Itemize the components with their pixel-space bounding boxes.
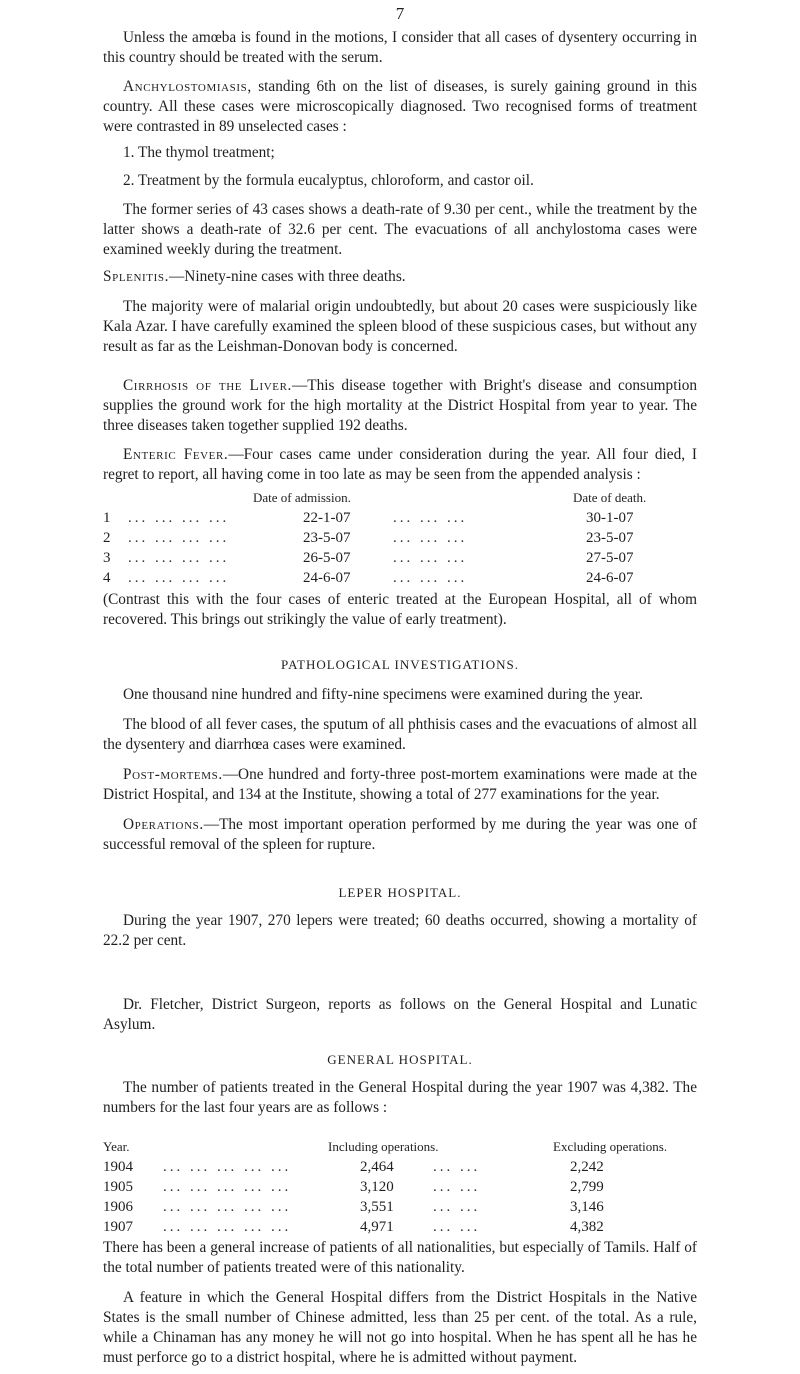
table-row — [103, 1177, 703, 1197]
enteric-paragraph — [103, 445, 697, 485]
cirrhosis-paragraph — [103, 376, 697, 436]
year-cell: 1906 — [103, 1199, 133, 1215]
postmortems-text: —One hundred and forty-three post-mortem examinations were made at the District Hospital, and 134 at the Institute, showing a total of 277 examinations for the year. — [103, 766, 697, 803]
col-date-admission: Date of admission. — [253, 490, 351, 505]
leader-dots: ... ... ... — [393, 510, 468, 526]
table-row — [103, 528, 703, 548]
enteric-contrast: (Contrast this with the four cases of enteric treated at the European Hospital, all of whom recovered. This brings out strikingly the value of early treatment). — [103, 591, 697, 628]
general-closing-section — [103, 1238, 697, 1368]
leader-dots: ... ... ... ... — [128, 510, 230, 526]
col-including: Including operations. — [328, 1139, 439, 1154]
splenitis-section — [103, 267, 697, 357]
leader-dots: ... ... ... ... ... — [163, 1159, 292, 1175]
leader-dots: ... ... — [433, 1219, 481, 1235]
row-number: 2 — [103, 530, 111, 546]
year-cell: 1907 — [103, 1219, 133, 1235]
leader-dots: ... ... ... — [393, 550, 468, 566]
enteric-term: Enteric Fever. — [123, 446, 229, 463]
leader-dots: ... ... ... ... — [128, 550, 230, 566]
col-date-death: Date of death. — [573, 490, 647, 505]
treatment-item-1: 1. The thymol treatment; — [123, 144, 275, 161]
patients-table — [103, 1137, 703, 1237]
leader-dots: ... ... ... ... ... — [163, 1179, 292, 1195]
death-date: 24-6-07 — [586, 570, 634, 586]
leader-dots: ... ... — [433, 1179, 481, 1195]
including-cell: 3,551 — [360, 1199, 394, 1215]
increase-paragraph: There has been a general increase of patients of all nationalities, but especially of Tamils. Half of the total number of patients treated were of this nationality. — [103, 1239, 697, 1276]
chinese-paragraph: A feature in which the General Hospital differs from the District Hospitals in the Native States is the small number of Chinese admitted, less than 25 per cent. of the total. As a rule, while a Chinaman has any money he will not go into hospital. When he has spent all he has he must perforce go to a district hospital, where he is admitted without payment. — [103, 1289, 697, 1366]
death-date: 23-5-07 — [586, 530, 634, 546]
leader-dots: ... ... ... — [393, 570, 468, 586]
leper-heading: LEPER HOSPITAL. — [338, 885, 462, 900]
postmortems-paragraph — [103, 765, 697, 805]
admission-date: 22-1-07 — [303, 510, 351, 526]
table-row — [103, 568, 703, 588]
treatment-item-2: 2. Treatment by the formula eucalyptus, chloroform, and castor oil. — [123, 172, 534, 189]
splenitis-term: Splenitis. — [103, 268, 169, 285]
leader-dots: ... ... — [433, 1199, 481, 1215]
anchylostomiasis-result: The former series of 43 cases shows a death-rate of 9.30 per cent., while the treatment by the latter shows a death-rate of 32.6 per cent. The evacuations of all anchylostoma cases were examined weekly during the treatment. — [103, 201, 697, 258]
including-cell: 4,971 — [360, 1219, 394, 1235]
fletcher-section — [103, 995, 697, 1035]
admission-date: 26-5-07 — [303, 550, 351, 566]
splenitis-text: —Ninety-nine cases with three deaths. — [169, 268, 406, 285]
anchylostomiasis-paragraph — [103, 77, 697, 137]
leader-dots: ... ... ... — [393, 530, 468, 546]
year-cell: 1904 — [103, 1159, 133, 1175]
leper-paragraph: During the year 1907, 270 lepers were treated; 60 deaths occurred, showing a mortality of 22.2 per cent. — [103, 912, 697, 949]
admission-date: 23-5-07 — [303, 530, 351, 546]
cirrhosis-text: —This disease together with Bright's disease and consumption supplies the ground work for the high mortality at the District Hospital from year to year. The three diseases taken together supplied 192 deaths. — [103, 377, 698, 434]
general-hospital-section — [103, 1050, 697, 1118]
postmortems-term: Post-mortems. — [123, 766, 223, 783]
death-date: 30-1-07 — [586, 510, 634, 526]
leader-dots: ... ... ... ... — [128, 570, 230, 586]
excluding-cell: 2,242 — [570, 1159, 604, 1175]
admission-date: 24-6-07 — [303, 570, 351, 586]
operations-term: Operations. — [123, 816, 204, 833]
table-row — [103, 1197, 703, 1217]
leader-dots: ... ... ... ... ... — [163, 1219, 292, 1235]
col-excluding: Excluding operations. — [553, 1139, 668, 1154]
pathological-heading: PATHOLOGICAL INVESTIGATIONS. — [281, 657, 519, 672]
row-number: 3 — [103, 550, 111, 566]
leader-dots: ... ... — [433, 1159, 481, 1175]
pathological-section — [103, 655, 697, 855]
excluding-cell: 3,146 — [570, 1199, 604, 1215]
general-hospital-heading: GENERAL HOSPITAL. — [327, 1052, 473, 1067]
splenitis-detail: The majority were of malarial origin undoubtedly, but about 20 cases were suspiciously like Kala Azar. I have carefully examined the spleen blood of these suspicious cases, but without any result as far as the Leishman-Donovan body is concerned. — [103, 298, 697, 355]
enteric-contrast-section — [103, 590, 697, 630]
row-number: 4 — [103, 570, 111, 586]
specimens-paragraph: One thousand nine hundred and fifty-nine specimens were examined during the year. — [123, 686, 643, 703]
enteric-section — [103, 445, 697, 485]
anchylostomiasis-section — [103, 77, 697, 260]
fletcher-paragraph: Dr. Fletcher, District Surgeon, reports as follows on the General Hospital and Lunatic Asylum. — [103, 996, 697, 1033]
enteric-table — [103, 488, 703, 588]
row-number: 1 — [103, 510, 111, 526]
including-cell: 3,120 — [360, 1179, 394, 1195]
anchylostomiasis-text: standing 6th on the list of diseases, is surely gaining ground in this country. All these cases were microscopically diagnosed. Two recognised forms of treatment were contrasted in 89 unselected cases : — [103, 78, 697, 135]
leper-section — [103, 883, 697, 951]
year-cell: 1905 — [103, 1179, 133, 1195]
page-number: 7 — [395, 4, 405, 23]
dysentery-paragraph: Unless the amœba is found in the motions, I consider that all cases of dysentery occurring in this country should be treated with the serum. — [103, 29, 697, 66]
general-intro: The number of patients treated in the General Hospital during the year 1907 was 4,382. The numbers for the last four years are as follows : — [103, 1079, 697, 1116]
table-row — [103, 1217, 703, 1237]
cirrhosis-term: Cirrhosis of the Liver. — [123, 377, 292, 394]
table-row — [103, 1157, 703, 1177]
anchylostomiasis-term: Anchylostomiasis, — [123, 78, 252, 95]
leader-dots: ... ... ... ... — [128, 530, 230, 546]
excluding-cell: 4,382 — [570, 1219, 604, 1235]
operations-text: —The most important operation performed by me during the year was one of successful removal of the spleen for rupture. — [103, 816, 697, 853]
splenitis-paragraph — [103, 267, 697, 287]
excluding-cell: 2,799 — [570, 1179, 604, 1195]
operations-paragraph — [103, 815, 697, 855]
table-row — [103, 508, 703, 528]
patients-table-header — [103, 1137, 703, 1157]
dysentery-section — [103, 28, 697, 68]
enteric-text: —Four cases came under consideration during the year. All four died, I regret to report, all having come in too late as may be seen from the appended analysis : — [103, 446, 697, 483]
enteric-table-header — [103, 488, 703, 508]
blood-paragraph: The blood of all fever cases, the sputum of all phthisis cases and the evacuations of almost all the dysentery and diarrhœa cases were examined. — [103, 716, 697, 753]
col-year: Year. — [103, 1139, 130, 1154]
death-date: 27-5-07 — [586, 550, 634, 566]
cirrhosis-section — [103, 376, 697, 436]
leader-dots: ... ... ... ... ... — [163, 1199, 292, 1215]
including-cell: 2,464 — [360, 1159, 394, 1175]
table-row — [103, 548, 703, 568]
